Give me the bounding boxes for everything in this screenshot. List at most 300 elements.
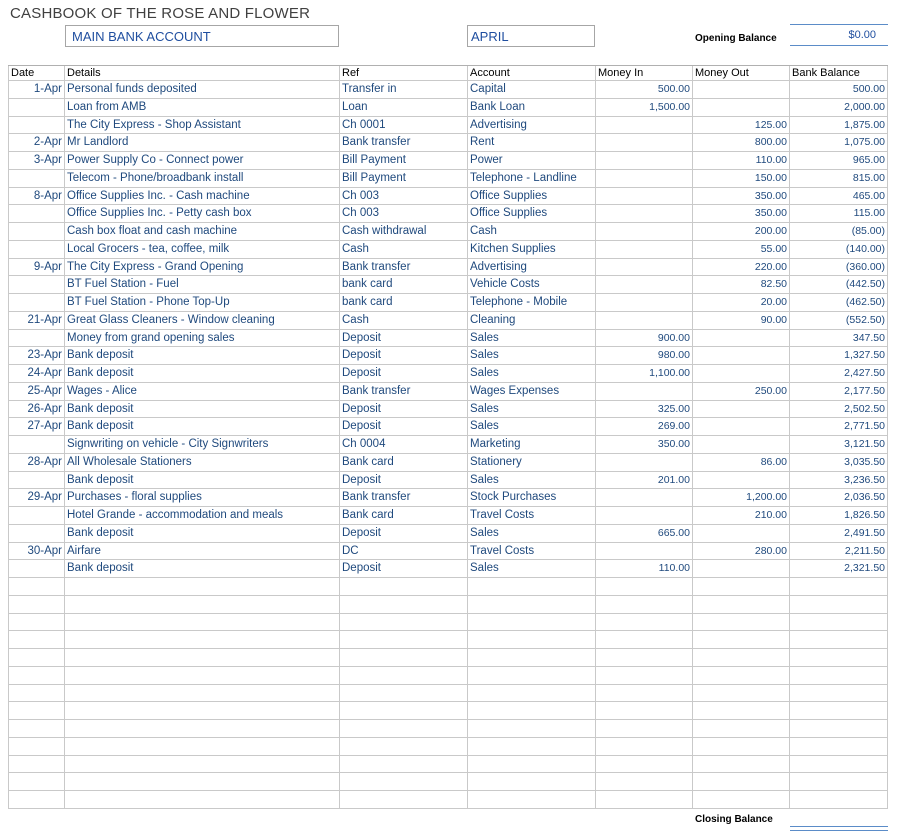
cell-account-empty[interactable] [468, 756, 596, 773]
cell-account[interactable]: Kitchen Supplies [468, 241, 596, 258]
cell-bank-balance[interactable]: 2,211.50 [790, 543, 888, 560]
cell-money-out[interactable]: 350.00 [693, 205, 790, 222]
cell-account[interactable]: Office Supplies [468, 205, 596, 222]
cell-ref-empty[interactable] [340, 667, 468, 684]
cell-date[interactable]: 26-Apr [8, 401, 65, 418]
cell-money-out[interactable]: 800.00 [693, 134, 790, 151]
cell-money-in[interactable]: 665.00 [596, 525, 693, 542]
cell-bank-balance[interactable]: 1,075.00 [790, 134, 888, 151]
cell-money-in-empty[interactable] [596, 649, 693, 666]
cell-account[interactable]: Sales [468, 330, 596, 347]
cell-details-empty[interactable] [65, 773, 340, 790]
cell-account-empty[interactable] [468, 738, 596, 755]
cell-details[interactable]: Loan from AMB [65, 99, 340, 116]
cell-account[interactable]: Cash [468, 223, 596, 240]
cell-money-out[interactable] [693, 365, 790, 382]
cell-details[interactable]: Personal funds deposited [65, 81, 340, 98]
cell-details[interactable]: Bank deposit [65, 401, 340, 418]
cell-money-out[interactable] [693, 347, 790, 364]
cell-money-in-empty[interactable] [596, 702, 693, 719]
cell-bank-balance[interactable]: 500.00 [790, 81, 888, 98]
cell-money-in[interactable] [596, 383, 693, 400]
cell-money-in-empty[interactable] [596, 756, 693, 773]
cell-ref[interactable]: Deposit [340, 418, 468, 435]
cell-money-in[interactable]: 980.00 [596, 347, 693, 364]
cell-account[interactable]: Cleaning [468, 312, 596, 329]
table-row [8, 223, 888, 241]
cell-details-empty[interactable] [65, 720, 340, 737]
cell-account[interactable]: Sales [468, 560, 596, 577]
cell-account[interactable]: Telephone - Landline [468, 170, 596, 187]
cell-money-in[interactable] [596, 241, 693, 258]
cell-bank-balance-empty[interactable] [790, 756, 888, 773]
cell-date-empty[interactable] [8, 685, 65, 702]
cell-money-in[interactable]: 900.00 [596, 330, 693, 347]
cell-bank-balance[interactable]: (85.00) [790, 223, 888, 240]
cell-money-in-empty[interactable] [596, 685, 693, 702]
cell-money-out[interactable] [693, 81, 790, 98]
cell-details[interactable]: Hotel Grande - accommodation and meals [65, 507, 340, 524]
table-row [8, 99, 888, 117]
cell-bank-balance[interactable]: 3,121.50 [790, 436, 888, 453]
cell-bank-balance-empty[interactable] [790, 702, 888, 719]
cell-date[interactable] [8, 330, 65, 347]
cell-date[interactable]: 1-Apr [8, 81, 65, 98]
cell-ref-empty[interactable] [340, 596, 468, 613]
cell-money-out[interactable] [693, 418, 790, 435]
cell-money-in-empty[interactable] [596, 773, 693, 790]
cell-details-empty[interactable] [65, 578, 340, 595]
cell-bank-balance-empty[interactable] [790, 631, 888, 648]
cell-bank-balance[interactable]: 2,321.50 [790, 560, 888, 577]
cell-details[interactable]: Bank deposit [65, 525, 340, 542]
cell-details[interactable]: Local Grocers - tea, coffee, milk [65, 241, 340, 258]
cell-ref[interactable]: Cash [340, 241, 468, 258]
cell-ref[interactable]: Deposit [340, 401, 468, 418]
cell-account[interactable]: Sales [468, 401, 596, 418]
cell-money-out[interactable] [693, 472, 790, 489]
cell-money-out-empty[interactable] [693, 756, 790, 773]
cell-account-empty[interactable] [468, 667, 596, 684]
cell-bank-balance[interactable]: (462.50) [790, 294, 888, 311]
cell-account-empty[interactable] [468, 791, 596, 808]
cell-date[interactable]: 28-Apr [8, 454, 65, 471]
cell-details[interactable]: Bank deposit [65, 418, 340, 435]
cell-details[interactable]: All Wholesale Stationers [65, 454, 340, 471]
cell-money-in-empty[interactable] [596, 667, 693, 684]
cell-ref[interactable]: Deposit [340, 525, 468, 542]
cell-money-in[interactable] [596, 276, 693, 293]
cell-account[interactable]: Sales [468, 525, 596, 542]
cell-date-empty[interactable] [8, 738, 65, 755]
cell-money-in[interactable] [596, 489, 693, 506]
cell-details-empty[interactable] [65, 791, 340, 808]
cell-account-empty[interactable] [468, 578, 596, 595]
cell-money-in[interactable] [596, 312, 693, 329]
cell-bank-balance[interactable]: 2,036.50 [790, 489, 888, 506]
cell-date[interactable] [8, 241, 65, 258]
cell-money-out[interactable] [693, 99, 790, 116]
cell-account[interactable]: Marketing [468, 436, 596, 453]
cell-ref[interactable]: Cash [340, 312, 468, 329]
cell-bank-balance[interactable]: 2,771.50 [790, 418, 888, 435]
cell-details[interactable]: Telecom - Phone/broadbank install [65, 170, 340, 187]
cell-ref[interactable]: bank card [340, 276, 468, 293]
cell-details[interactable]: Office Supplies Inc. - Cash machine [65, 188, 340, 205]
cell-money-out[interactable]: 1,200.00 [693, 489, 790, 506]
cell-bank-balance-empty[interactable] [790, 667, 888, 684]
cell-details-empty[interactable] [65, 685, 340, 702]
cell-details[interactable]: Bank deposit [65, 347, 340, 364]
cell-money-in[interactable] [596, 454, 693, 471]
cell-details[interactable]: The City Express - Grand Opening [65, 259, 340, 276]
cell-money-out[interactable]: 90.00 [693, 312, 790, 329]
cell-money-out[interactable] [693, 401, 790, 418]
cell-ref-empty[interactable] [340, 720, 468, 737]
cell-ref[interactable]: Loan [340, 99, 468, 116]
cell-bank-balance[interactable]: 3,236.50 [790, 472, 888, 489]
cell-date[interactable] [8, 436, 65, 453]
cell-account[interactable]: Bank Loan [468, 99, 596, 116]
cell-money-out[interactable]: 210.00 [693, 507, 790, 524]
cell-money-out-empty[interactable] [693, 631, 790, 648]
cell-bank-balance[interactable]: 2,427.50 [790, 365, 888, 382]
cell-money-in[interactable] [596, 507, 693, 524]
cell-money-out-empty[interactable] [693, 685, 790, 702]
cell-account[interactable]: Travel Costs [468, 507, 596, 524]
cell-account[interactable]: Advertising [468, 117, 596, 134]
cell-money-out-empty[interactable] [693, 649, 790, 666]
cell-details[interactable]: Bank deposit [65, 365, 340, 382]
cell-money-out-empty[interactable] [693, 773, 790, 790]
cell-details-empty[interactable] [65, 667, 340, 684]
cell-date-empty[interactable] [8, 667, 65, 684]
cell-details-empty[interactable] [65, 631, 340, 648]
cell-money-in-empty[interactable] [596, 631, 693, 648]
cell-account-empty[interactable] [468, 596, 596, 613]
cell-account[interactable]: Sales [468, 472, 596, 489]
cell-account[interactable]: Wages Expenses [468, 383, 596, 400]
cell-date[interactable] [8, 223, 65, 240]
cell-account[interactable]: Stationery [468, 454, 596, 471]
cell-money-out[interactable]: 125.00 [693, 117, 790, 134]
cell-money-out-empty[interactable] [693, 614, 790, 631]
cell-money-in[interactable]: 500.00 [596, 81, 693, 98]
account-name-field[interactable]: MAIN BANK ACCOUNT [65, 25, 339, 47]
cell-date[interactable] [8, 525, 65, 542]
cell-date-empty[interactable] [8, 773, 65, 790]
cell-details[interactable]: Mr Landlord [65, 134, 340, 151]
cell-money-in[interactable] [596, 134, 693, 151]
cell-details-empty[interactable] [65, 596, 340, 613]
cell-ref[interactable]: Ch 0004 [340, 436, 468, 453]
cell-bank-balance-empty[interactable] [790, 791, 888, 808]
cell-date[interactable]: 9-Apr [8, 259, 65, 276]
cell-ref-empty[interactable] [340, 773, 468, 790]
cell-account-empty[interactable] [468, 631, 596, 648]
cell-ref[interactable]: Deposit [340, 347, 468, 364]
cell-bank-balance[interactable]: 2,000.00 [790, 99, 888, 116]
cell-bank-balance[interactable]: (442.50) [790, 276, 888, 293]
cell-ref[interactable]: Transfer in [340, 81, 468, 98]
cell-money-out-empty[interactable] [693, 791, 790, 808]
cell-ref[interactable]: Bank transfer [340, 134, 468, 151]
cell-date[interactable]: 23-Apr [8, 347, 65, 364]
cell-date[interactable]: 21-Apr [8, 312, 65, 329]
cell-ref[interactable]: Bill Payment [340, 152, 468, 169]
cell-account-empty[interactable] [468, 720, 596, 737]
cell-money-out[interactable] [693, 436, 790, 453]
cell-ref[interactable]: Bank card [340, 507, 468, 524]
cell-account[interactable]: Power [468, 152, 596, 169]
cell-bank-balance-empty[interactable] [790, 773, 888, 790]
cell-details[interactable]: Money from grand opening sales [65, 330, 340, 347]
cell-details[interactable]: Power Supply Co - Connect power [65, 152, 340, 169]
cell-date[interactable] [8, 276, 65, 293]
cell-money-out[interactable]: 150.00 [693, 170, 790, 187]
cell-money-out-empty[interactable] [693, 738, 790, 755]
cell-bank-balance[interactable]: 1,875.00 [790, 117, 888, 134]
cell-bank-balance-empty[interactable] [790, 738, 888, 755]
cell-date[interactable] [8, 507, 65, 524]
cell-money-out[interactable]: 280.00 [693, 543, 790, 560]
cell-money-in[interactable]: 1,100.00 [596, 365, 693, 382]
cell-date[interactable]: 8-Apr [8, 188, 65, 205]
cell-bank-balance-empty[interactable] [790, 649, 888, 666]
cell-date-empty[interactable] [8, 614, 65, 631]
cell-ref[interactable]: Ch 003 [340, 188, 468, 205]
cell-date[interactable] [8, 294, 65, 311]
cell-money-in[interactable] [596, 543, 693, 560]
cell-money-out[interactable] [693, 330, 790, 347]
cell-details[interactable]: The City Express - Shop Assistant [65, 117, 340, 134]
cell-bank-balance-empty[interactable] [790, 614, 888, 631]
cell-account[interactable]: Stock Purchases [468, 489, 596, 506]
cell-bank-balance[interactable]: 1,327.50 [790, 347, 888, 364]
cell-details-empty[interactable] [65, 738, 340, 755]
cell-bank-balance[interactable]: 1,826.50 [790, 507, 888, 524]
cell-date[interactable] [8, 99, 65, 116]
cell-money-out-empty[interactable] [693, 596, 790, 613]
column-header-bank-balance: Bank Balance [790, 66, 888, 80]
cell-ref[interactable]: bank card [340, 294, 468, 311]
cell-money-out[interactable]: 350.00 [693, 188, 790, 205]
cell-account[interactable]: Sales [468, 365, 596, 382]
cell-bank-balance[interactable]: (552.50) [790, 312, 888, 329]
cell-money-in[interactable]: 350.00 [596, 436, 693, 453]
cell-ref-empty[interactable] [340, 738, 468, 755]
cell-bank-balance-empty[interactable] [790, 596, 888, 613]
cell-money-out[interactable]: 200.00 [693, 223, 790, 240]
cell-details[interactable]: Airfare [65, 543, 340, 560]
cell-money-out[interactable] [693, 525, 790, 542]
cell-ref[interactable]: Ch 0001 [340, 117, 468, 134]
cell-details[interactable]: Great Glass Cleaners - Window cleaning [65, 312, 340, 329]
cell-date[interactable]: 24-Apr [8, 365, 65, 382]
cell-money-in[interactable] [596, 170, 693, 187]
cell-details[interactable]: Bank deposit [65, 560, 340, 577]
cell-money-out-empty[interactable] [693, 720, 790, 737]
table-row [8, 525, 888, 543]
cell-money-in[interactable]: 1,500.00 [596, 99, 693, 116]
cell-date-empty[interactable] [8, 720, 65, 737]
table-row [8, 188, 888, 206]
cell-ref[interactable]: Deposit [340, 330, 468, 347]
cell-details-empty[interactable] [65, 702, 340, 719]
cell-money-out[interactable]: 86.00 [693, 454, 790, 471]
cell-details[interactable]: Signwriting on vehicle - City Signwriters [65, 436, 340, 453]
cell-date-empty[interactable] [8, 756, 65, 773]
cell-date[interactable]: 30-Apr [8, 543, 65, 560]
cell-account[interactable]: Telephone - Mobile [468, 294, 596, 311]
cell-bank-balance-empty[interactable] [790, 685, 888, 702]
cell-date[interactable] [8, 117, 65, 134]
cell-date-empty[interactable] [8, 649, 65, 666]
cell-money-out[interactable]: 110.00 [693, 152, 790, 169]
cell-date-empty[interactable] [8, 596, 65, 613]
cell-ref-empty[interactable] [340, 791, 468, 808]
cell-account[interactable]: Vehicle Costs [468, 276, 596, 293]
cell-money-in-empty[interactable] [596, 791, 693, 808]
cell-bank-balance[interactable]: 115.00 [790, 205, 888, 222]
cell-ref-empty[interactable] [340, 649, 468, 666]
cell-account-empty[interactable] [468, 773, 596, 790]
cell-money-in[interactable]: 325.00 [596, 401, 693, 418]
table-row [8, 117, 888, 135]
cell-ref-empty[interactable] [340, 756, 468, 773]
cell-date-empty[interactable] [8, 791, 65, 808]
cell-money-in[interactable] [596, 294, 693, 311]
cell-money-in-empty[interactable] [596, 578, 693, 595]
cell-money-in-empty[interactable] [596, 738, 693, 755]
cell-details[interactable]: Office Supplies Inc. - Petty cash box [65, 205, 340, 222]
cell-ref[interactable]: Bank transfer [340, 489, 468, 506]
cell-account-empty[interactable] [468, 685, 596, 702]
cell-ref[interactable]: Bank transfer [340, 383, 468, 400]
cell-bank-balance[interactable]: 465.00 [790, 188, 888, 205]
cell-money-out[interactable] [693, 560, 790, 577]
cell-account[interactable]: Rent [468, 134, 596, 151]
cell-money-in[interactable] [596, 223, 693, 240]
cell-date[interactable]: 29-Apr [8, 489, 65, 506]
cell-details[interactable]: Cash box float and cash machine [65, 223, 340, 240]
cell-ref-empty[interactable] [340, 578, 468, 595]
cell-bank-balance[interactable]: 2,491.50 [790, 525, 888, 542]
cell-ref-empty[interactable] [340, 631, 468, 648]
cell-bank-balance[interactable]: 3,035.50 [790, 454, 888, 471]
cell-account-empty[interactable] [468, 649, 596, 666]
cell-account[interactable]: Office Supplies [468, 188, 596, 205]
cell-account[interactable]: Sales [468, 418, 596, 435]
cell-bank-balance[interactable]: 347.50 [790, 330, 888, 347]
cell-details-empty[interactable] [65, 756, 340, 773]
cell-bank-balance[interactable]: 2,177.50 [790, 383, 888, 400]
cell-ref[interactable]: Cash withdrawal [340, 223, 468, 240]
cell-details[interactable]: Wages - Alice [65, 383, 340, 400]
cell-details[interactable]: Purchases - floral supplies [65, 489, 340, 506]
cell-date[interactable] [8, 205, 65, 222]
empty-table-row [8, 578, 888, 596]
cell-date-empty[interactable] [8, 578, 65, 595]
cell-details-empty[interactable] [65, 614, 340, 631]
cell-account-empty[interactable] [468, 614, 596, 631]
cell-details[interactable]: BT Fuel Station - Fuel [65, 276, 340, 293]
cell-money-out-empty[interactable] [693, 702, 790, 719]
opening-balance-value[interactable]: $0.00 [790, 24, 888, 46]
cell-details[interactable]: Bank deposit [65, 472, 340, 489]
cell-money-in[interactable] [596, 205, 693, 222]
cell-money-out-empty[interactable] [693, 667, 790, 684]
cell-money-in[interactable] [596, 117, 693, 134]
cell-ref[interactable]: Deposit [340, 365, 468, 382]
cell-money-in-empty[interactable] [596, 720, 693, 737]
cell-bank-balance[interactable]: 2,502.50 [790, 401, 888, 418]
cell-date[interactable] [8, 560, 65, 577]
cell-ref-empty[interactable] [340, 702, 468, 719]
cell-bank-balance[interactable]: (140.00) [790, 241, 888, 258]
cell-date[interactable] [8, 472, 65, 489]
cell-date[interactable]: 3-Apr [8, 152, 65, 169]
cell-date-empty[interactable] [8, 631, 65, 648]
cell-bank-balance-empty[interactable] [790, 578, 888, 595]
cell-bank-balance[interactable]: (360.00) [790, 259, 888, 276]
cell-ref[interactable]: Deposit [340, 472, 468, 489]
cell-money-in[interactable]: 269.00 [596, 418, 693, 435]
cell-details[interactable]: BT Fuel Station - Phone Top-Up [65, 294, 340, 311]
cell-date-empty[interactable] [8, 702, 65, 719]
cell-date[interactable]: 27-Apr [8, 418, 65, 435]
cell-ref[interactable]: DC [340, 543, 468, 560]
cell-money-in[interactable] [596, 188, 693, 205]
cell-ref-empty[interactable] [340, 614, 468, 631]
cell-account[interactable]: Advertising [468, 259, 596, 276]
cell-ref[interactable]: Bank card [340, 454, 468, 471]
cell-money-in[interactable] [596, 152, 693, 169]
table-row [8, 259, 888, 277]
cell-ref[interactable]: Deposit [340, 560, 468, 577]
cell-account-empty[interactable] [468, 702, 596, 719]
month-field[interactable]: APRIL [467, 25, 595, 47]
cell-money-out[interactable]: 82.50 [693, 276, 790, 293]
cell-bank-balance-empty[interactable] [790, 720, 888, 737]
cell-money-in[interactable] [596, 259, 693, 276]
cell-ref[interactable]: Bank transfer [340, 259, 468, 276]
cell-bank-balance[interactable]: 815.00 [790, 170, 888, 187]
cell-money-in-empty[interactable] [596, 596, 693, 613]
cell-date[interactable]: 2-Apr [8, 134, 65, 151]
cell-ref[interactable]: Bill Payment [340, 170, 468, 187]
cell-ref-empty[interactable] [340, 685, 468, 702]
cell-ref[interactable]: Ch 003 [340, 205, 468, 222]
cell-date[interactable]: 25-Apr [8, 383, 65, 400]
cashbook-table [8, 65, 888, 809]
cell-account[interactable]: Capital [468, 81, 596, 98]
cell-money-out-empty[interactable] [693, 578, 790, 595]
cell-money-in[interactable]: 201.00 [596, 472, 693, 489]
cell-bank-balance[interactable]: 965.00 [790, 152, 888, 169]
cell-details-empty[interactable] [65, 649, 340, 666]
cell-money-out[interactable]: 20.00 [693, 294, 790, 311]
cell-date[interactable] [8, 170, 65, 187]
cell-money-out[interactable]: 55.00 [693, 241, 790, 258]
cell-account[interactable]: Travel Costs [468, 543, 596, 560]
cell-money-in-empty[interactable] [596, 614, 693, 631]
cell-money-in[interactable]: 110.00 [596, 560, 693, 577]
cell-account[interactable]: Sales [468, 347, 596, 364]
cell-money-out[interactable]: 220.00 [693, 259, 790, 276]
cell-money-out[interactable]: 250.00 [693, 383, 790, 400]
column-header-ref: Ref [340, 66, 468, 80]
